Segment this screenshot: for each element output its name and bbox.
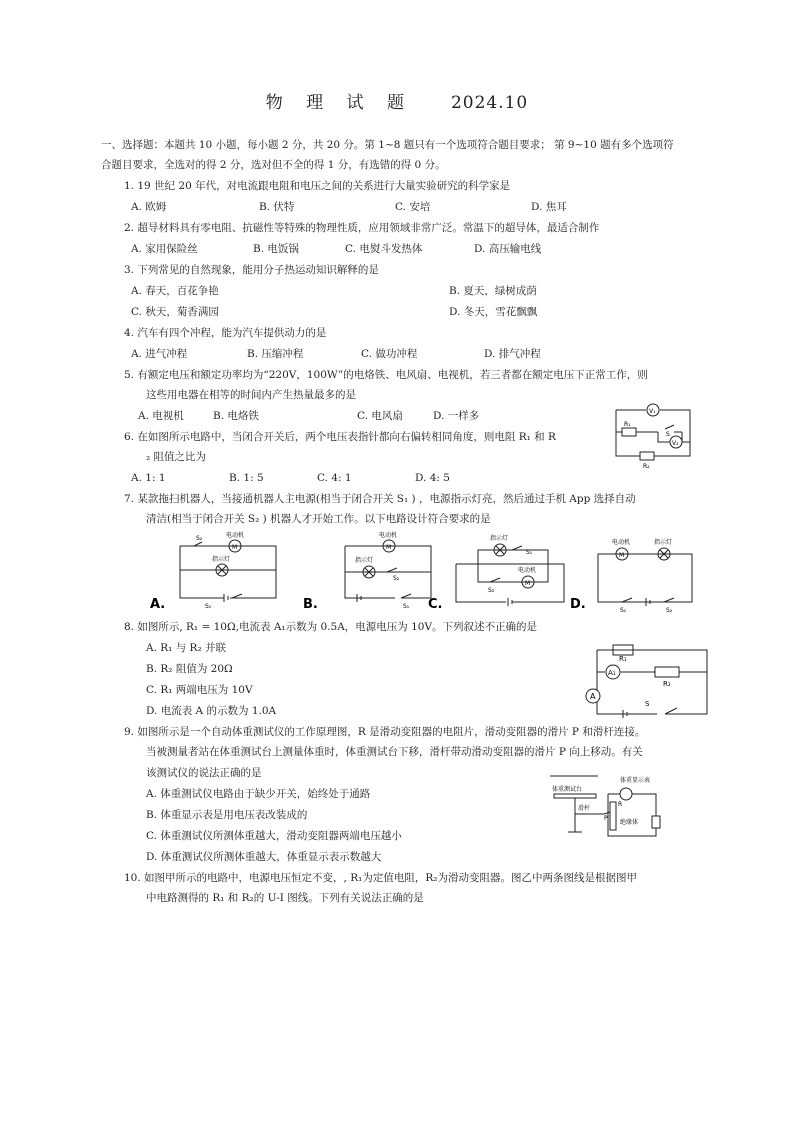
q7b-lamp-label: 指示灯 <box>355 557 374 564</box>
q5-stem-line2: 这些用电器在相等的时间内产生热量最多的是 <box>146 389 356 401</box>
q9-stem-line1: 9. 如图所示是一个自动体重测试仪的工作原理图，R 是滑动变阻器的电阻片，滑动变阻器的滑片 P 和滑杆连接。 <box>124 726 646 738</box>
page-title <box>0 88 794 113</box>
q10-stem-line1: 10. 如图甲所示的电路中，电源电压恒定不变，, R₁为定值电阻，R₂为滑动变阻器。图乙中两条图线是根据图甲 <box>124 872 637 884</box>
q9-p-label: P <box>604 815 608 822</box>
q6-stem-line2: ₂ 阻值之比为 <box>146 451 207 463</box>
q6-option-b: B. 1: 5 <box>229 472 264 484</box>
q6-option-a: A. 1: 1 <box>131 472 166 484</box>
q6-v1-label: V₁ <box>649 408 656 415</box>
q7d-m-label: M <box>619 552 625 559</box>
q7c-s1-label: S₁ <box>526 549 533 556</box>
q9-insulator-label: 绝缘体 <box>620 819 639 826</box>
q7a-lamp-label: 指示灯 <box>212 556 231 563</box>
q7b-motor-label: 电动机 <box>379 532 398 539</box>
q7d-s2-label: S₂ <box>666 607 673 612</box>
q7a-s2-label: S₂ <box>196 535 203 542</box>
q5-option-d: D. 一样多 <box>433 410 480 422</box>
q9-option-b: B. 体重显示表是用电压表改装成的 <box>146 809 308 821</box>
q7d-motor-label: 电动机 <box>612 539 631 546</box>
q5-option-b: B. 电烙铁 <box>213 410 259 422</box>
q7b-s2-label: S₂ <box>393 575 400 582</box>
q8-r1-label: R₁ <box>619 655 627 663</box>
q7c-lamp-label: 指示灯 <box>490 535 509 542</box>
q2-option-d: D. 高压输电线 <box>474 243 542 255</box>
q7-label-a: A. <box>150 597 166 612</box>
q7-label-b: B. <box>303 597 318 612</box>
q9-option-c: C. 体重测试仪所测体重越大，滑动变阻器两端电压越小 <box>146 830 402 842</box>
q5-stem-line1: 5. 有额定电压和额定功率均为“220V，100W”的电烙铁、电风扇、电视机，若三者都在额定电压下正常工作，则 <box>124 369 648 381</box>
q6-option-c: C. 4: 1 <box>317 472 352 484</box>
q3-stem: 3. 下列常见的自然现象，能用分子热运动知识解释的是 <box>124 264 379 276</box>
q7d-s1-label: S₁ <box>620 607 627 612</box>
q7-circuit-b <box>303 528 437 612</box>
q8-r2-label: R₂ <box>663 680 671 688</box>
q7-circuit-d <box>570 528 700 612</box>
q7-stem-line2: 清洁(相当于闭合开关 S₂ ) 机器人才开始工作。以下电路设计符合要求的是 <box>146 513 491 525</box>
q4-stem: 4. 汽车有四个冲程，能为汽车提供动力的是 <box>124 327 327 339</box>
q10-stem-line2: 中电路测得的 R₁ 和 R₂的 U-I 图线。下列有关说法正确的是 <box>146 892 424 904</box>
q6-stem-line1: 6. 在如图所示电路中，当闭合开关后，两个电压表指针都向右偏转相同角度，则电阻 R₁ 和 R <box>124 431 556 443</box>
q8-a-label: A <box>590 692 596 701</box>
q2-option-c: C. 电熨斗发热体 <box>345 243 423 255</box>
q7c-s2-label: S₂ <box>488 587 495 594</box>
q7-circuit-a <box>150 528 284 612</box>
q6-circuit-diagram <box>610 398 696 470</box>
q9-option-d: D. 体重测试仪所测体重越大，体重显示表示数越大 <box>146 851 382 863</box>
q8-s-label: S <box>645 700 650 708</box>
q6-s-label: S <box>666 431 670 438</box>
q4-option-c: C. 做功冲程 <box>361 348 418 360</box>
q3-option-a: A. 春天，百花争艳 <box>131 285 219 297</box>
q7a-s1-label: S₁ <box>205 603 212 610</box>
exam-date: 2024.10 <box>450 93 529 113</box>
q8-option-b: B. R₂ 阻值为 20Ω <box>146 663 233 675</box>
q7b-s1-label: S₁ <box>403 603 410 610</box>
q8-option-c: C. R₁ 两端电压为 10V <box>146 684 253 696</box>
q3-option-c: C. 秋天，菊香满园 <box>131 306 219 318</box>
q7-circuit-c <box>428 528 568 612</box>
q2-option-b: B. 电饭锅 <box>253 243 299 255</box>
q7-stem-line1: 7. 某款拖扫机器人，当接通机器人主电源(相当于闭合开关 S₁ ) ，电源指示灯亮，然后通过手机 App 选择自动 <box>124 493 636 505</box>
q8-circuit-diagram <box>583 636 713 722</box>
q1-option-d: D. 焦耳 <box>531 201 567 213</box>
q9-display-label: 体重显示表 <box>620 777 651 784</box>
q1-option-b: B. 伏特 <box>259 201 295 213</box>
exam-title: 物 理 试 题 <box>265 93 413 113</box>
section-instruction-line2: 合题目要求，全选对的得 2 分，选对但不全的得 1 分，有选错的得 0 分。 <box>101 159 446 171</box>
q3-option-b: B. 夏天，绿树成荫 <box>449 285 537 297</box>
q9-r-label: R <box>618 801 623 808</box>
q4-option-b: B. 压缩冲程 <box>247 348 304 360</box>
q8-option-a: A. R₁ 与 R₂ 并联 <box>146 642 227 654</box>
q9-stem-line2: 当被测量者站在体重测试台上测量体重时，体重测试台下移，滑杆带动滑动变阻器的滑片 P 向上移动。有关 <box>146 746 643 758</box>
section-instruction-line1: 一、选择题：本题共 10 小题，每小题 2 分，共 20 分。第 1~8 题只有一个选项符合题目要求； 第 9~10 题有多个选项符 <box>101 139 674 151</box>
q7d-lamp-label: 指示灯 <box>654 539 673 546</box>
q4-option-a: A. 进气冲程 <box>131 348 188 360</box>
q9-rod-label: 滑杆 <box>578 805 591 812</box>
q2-option-a: A. 家用保险丝 <box>131 243 198 255</box>
q5-option-c: C. 电风扇 <box>357 410 403 422</box>
q7c-motor-label: 电动机 <box>518 567 537 574</box>
q6-r1-label: R₁ <box>624 421 631 428</box>
q7c-m-label: M <box>525 580 531 587</box>
q6-v2-label: V₂ <box>672 440 679 447</box>
q7-label-c: C. <box>428 597 443 612</box>
q4-option-d: D. 排气冲程 <box>484 348 541 360</box>
q9-option-a: A. 体重测试仪电路由于缺少开关，始终处于通路 <box>146 788 371 800</box>
q7a-motor-label: 电动机 <box>226 532 245 539</box>
q8-option-d: D. 电流表 A 的示数为 1.0A <box>146 705 277 717</box>
q7b-m-label: M <box>386 544 392 551</box>
q1-option-a: A. 欧姆 <box>131 201 167 213</box>
q2-stem: 2. 超导材料具有零电阻、抗磁性等特殊的物理性质，应用领域非常广泛。常温下的超导体，最适合制作 <box>124 222 600 234</box>
q3-option-d: D. 冬天，雪花飘飘 <box>449 306 538 318</box>
q7a-m-label: M <box>232 544 238 551</box>
q1-option-c: C. 安培 <box>395 201 431 213</box>
q8-stem: 8. 如图所示, R₁ = 10Ω,电流表 A₁示数为 0.5A，电源电压为 10V。下列叙述不正确的是 <box>124 621 538 633</box>
q7-label-d: D. <box>570 597 586 612</box>
q6-r2-label: R₂ <box>643 463 650 470</box>
q9-platform-label: 体重测试台 <box>552 786 583 793</box>
q5-option-a: A. 电视机 <box>138 410 184 422</box>
q9-stem-line3: 该测试仪的说法正确的是 <box>146 767 262 779</box>
q9-weight-tester-diagram <box>548 772 668 844</box>
q1-stem: 1. 19 世纪 20 年代，对电流跟电阻和电压之间的关系进行大量实验研究的科学家是 <box>124 180 511 192</box>
q8-a1-label: A₁ <box>608 669 616 677</box>
q6-option-d: D. 4: 5 <box>415 472 450 484</box>
